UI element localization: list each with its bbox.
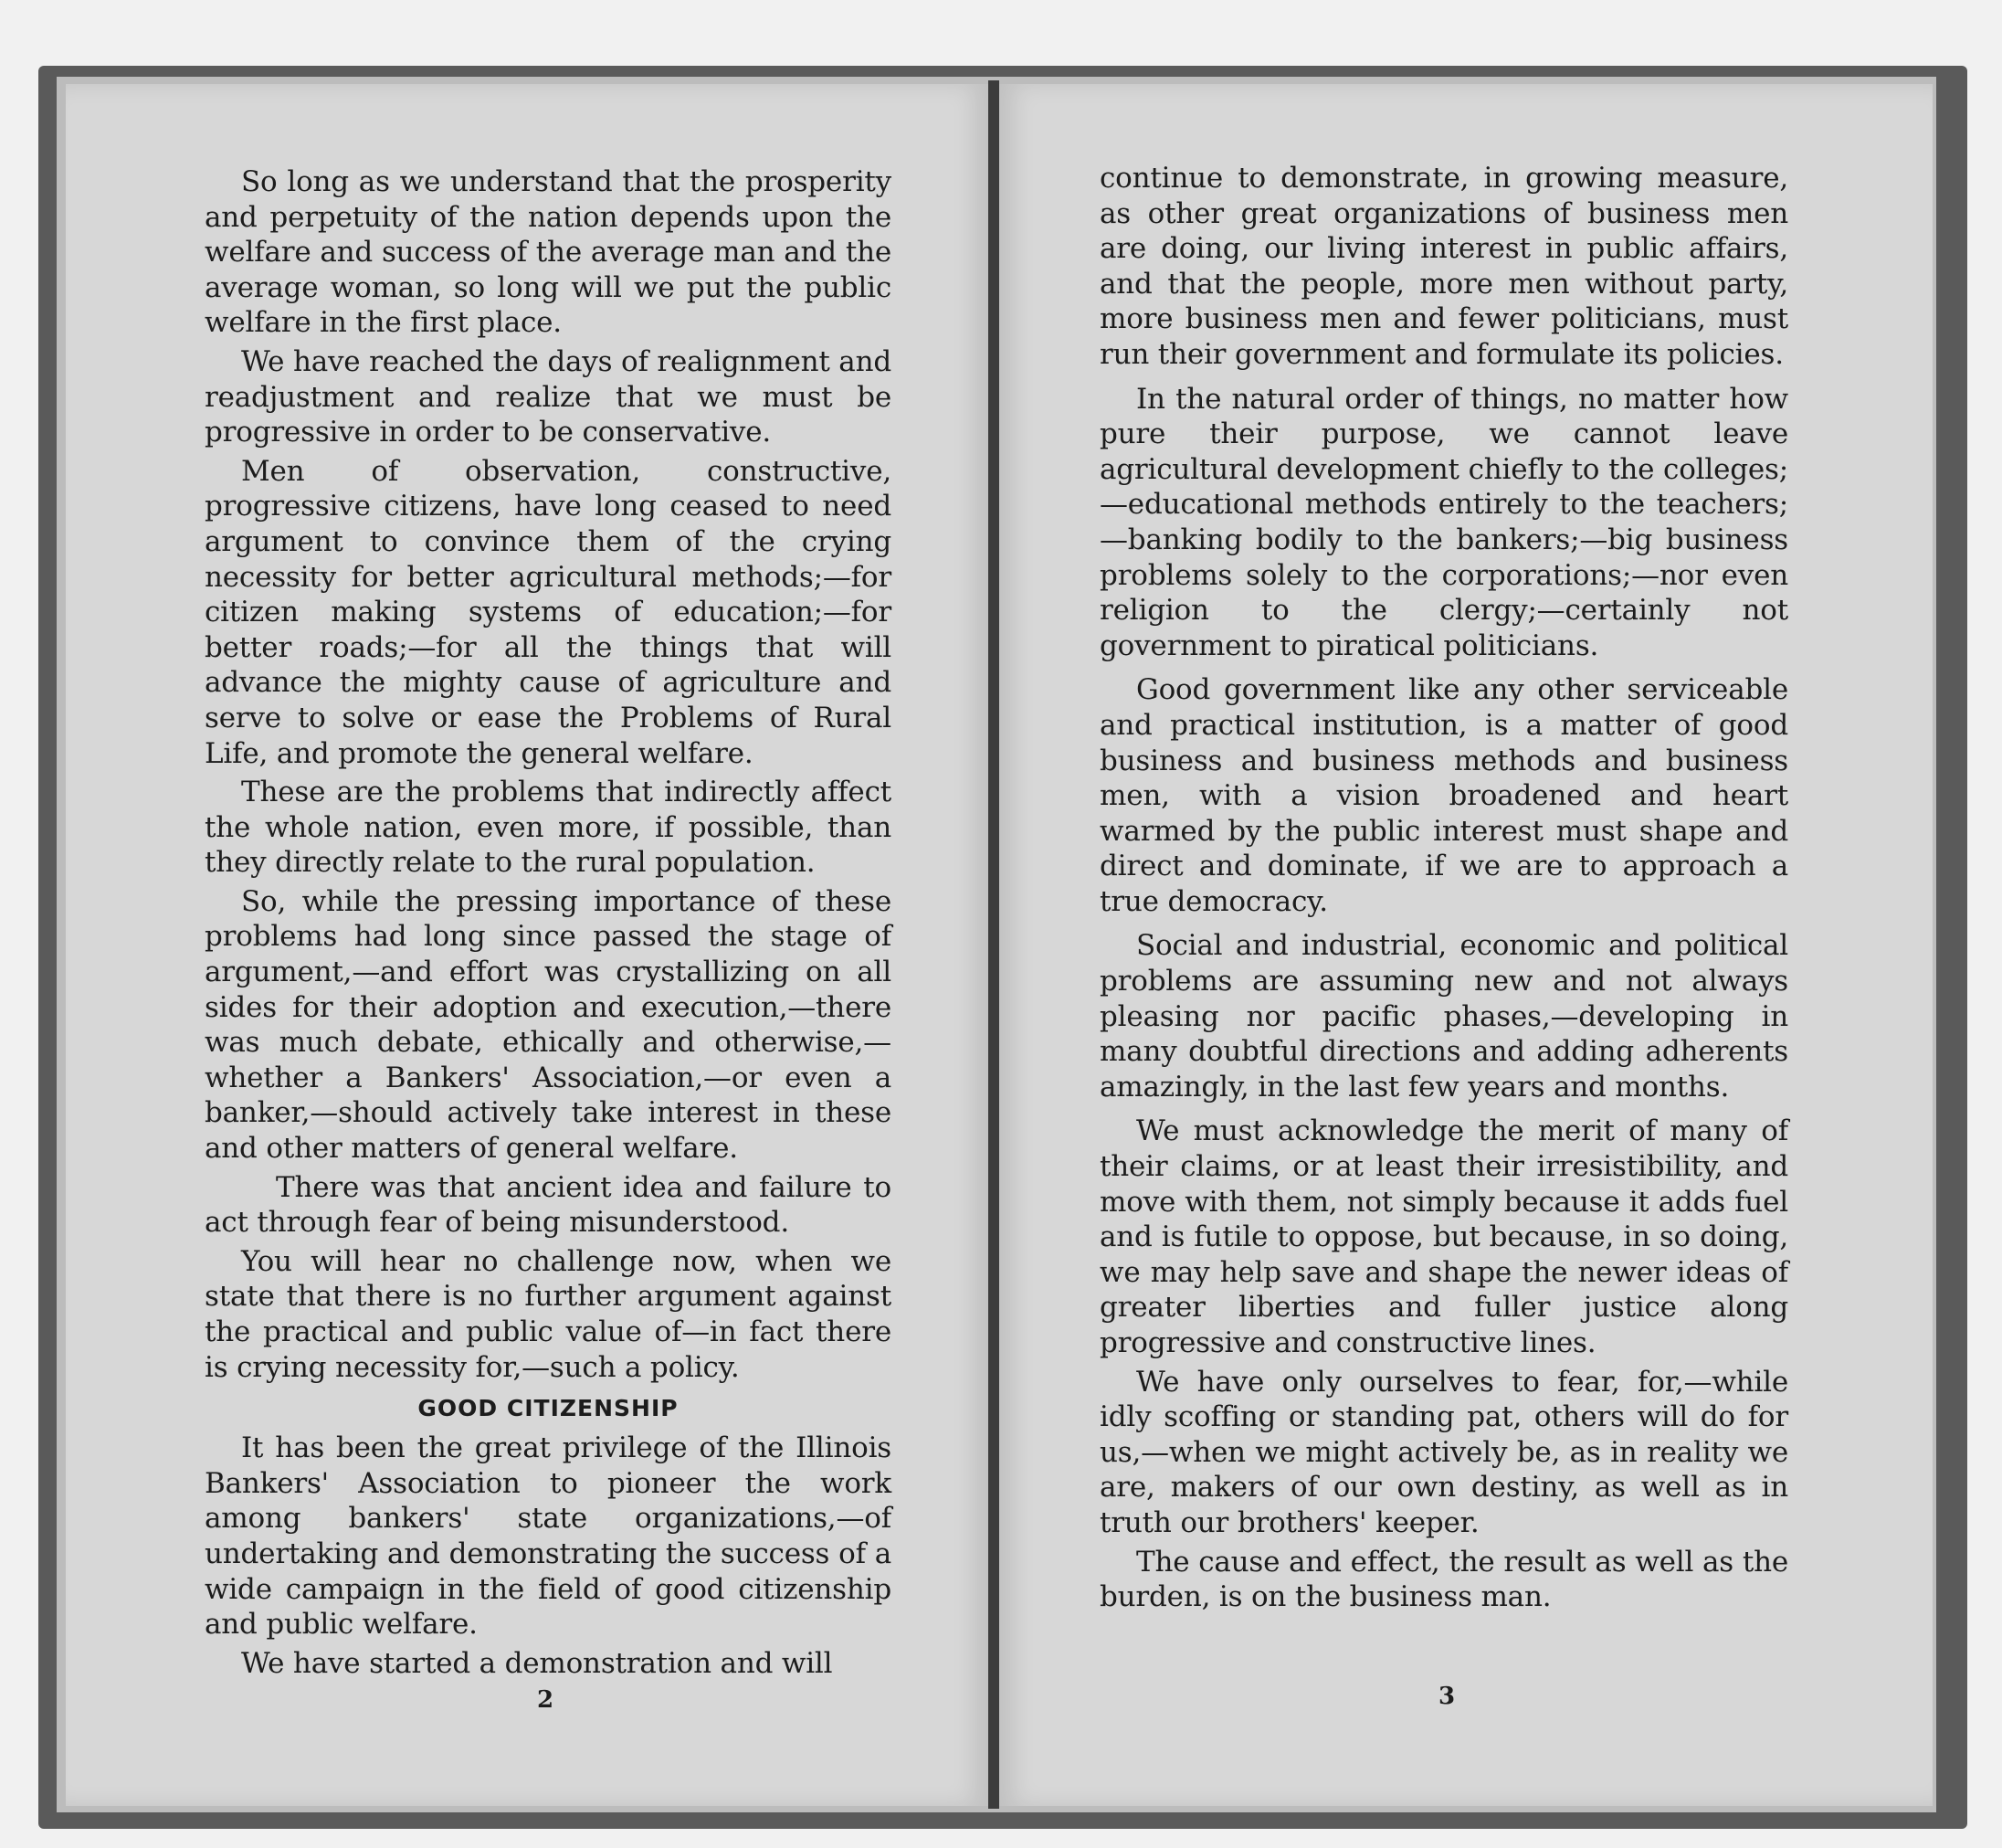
paragraph: In the natural order of things, no matter how pure their purpose, we cannot leave agricultural development chiefly to the colleges;—educational methods entirely to the teachers;—banking bodily to the bankers;—big business problems solely to the corporations;—nor even religion to the clergy;—certainly not government to piratical politicians.: [1100, 382, 1788, 662]
paragraph: It has been the great privilege of the Illinois Bankers' Association to pioneer the work among bankers' state organizations,—of undertaking and demonstrating the success of a wide campaign in the field of good citizenship and public welfare.: [205, 1431, 891, 1642]
left-page-text: [205, 164, 891, 1684]
booklet-spine: [988, 80, 999, 1809]
paragraph: We have only ourselves to fear, for,—while idly scoffing or standing pat, others will do for us,—when we might actively be, as in reality we are, makers of our own destiny, as well as in truth our brothers' keeper.: [1100, 1365, 1788, 1539]
paragraph: You will hear no challenge now, when we state that there is no further argument against the practical and public value of—in fact there is crying necessity for,—such a policy.: [205, 1244, 891, 1384]
page-number: 2: [537, 1686, 554, 1714]
right-page-text: [1100, 161, 1788, 1619]
paragraph: These are the problems that indirectly affect the whole nation, even more, if possible, than they directly relate to the rural population.: [205, 776, 891, 880]
section-heading: GOOD CITIZENSHIP: [417, 1395, 679, 1422]
paragraph: continue to demonstrate, in growing measure, as other great organizations of business men are doing, our living interest in public affairs, and that the people, more men without party, more business men and fewer politicians, must run their government and formulate its policies.: [1100, 162, 1788, 371]
paragraph: We have reached the days of realignment and readjustment and realize that we must be progressive in order to be conservative.: [205, 344, 891, 449]
paragraph: There was that ancient idea and failure to act through fear of being misunderstood.: [205, 1170, 891, 1240]
page-number: 3: [1438, 1683, 1456, 1710]
paragraph: So long as we understand that the prosperity and perpetuity of the nation depends upon the welfare and success of the average man and the average woman, so long will we put the public welfare in the first place.: [205, 165, 891, 340]
paragraph: Social and industrial, economic and political problems are assuming new and not always pleasing nor pacific phases,—developing in many doubtful directions and adding adherents amazingly, in the last few years and months.: [1100, 929, 1788, 1104]
paragraph: Men of observation, constructive, progressive citizens, have long ceased to need argument to convince them of the crying necessity for better agricultural methods;—for citizen making systems of education;—for better roads;—for all the things that will advance the mighty cause of agriculture and serve to solve or ease the Problems of Rural Life, and promote the general welfare.: [205, 454, 891, 770]
paragraph: The cause and effect, the result as well as the burden, is on the business man.: [1100, 1545, 1788, 1614]
paragraph: We must acknowledge the merit of many of their claims, or at least their irresistibility, and move with them, not simply because it adds fuel and is futile to oppose, but because, in so doing, we may help save and shape the newer ideas of greater liberties and fuller justice along progressive and constructive lines.: [1100, 1114, 1788, 1359]
paragraph: So, while the pressing importance of these problems had long since passed the stage of argument,—and effort was crystallizing on all sides for their adoption and execution,—there was much debate, ethically and otherwise,—whether a Bankers' Association,—or even a banker,—should actively take interest in these and other matters of general welfare.: [205, 884, 891, 1166]
paragraph: We have started a demonstration and will: [241, 1646, 833, 1680]
paragraph: Good government like any other serviceable and practical institution, is a matter of good business and business methods and business men, with a vision broadened and heart warmed by the public interest must shape and direct and dominate, if we are to approach a true democracy.: [1100, 673, 1788, 918]
